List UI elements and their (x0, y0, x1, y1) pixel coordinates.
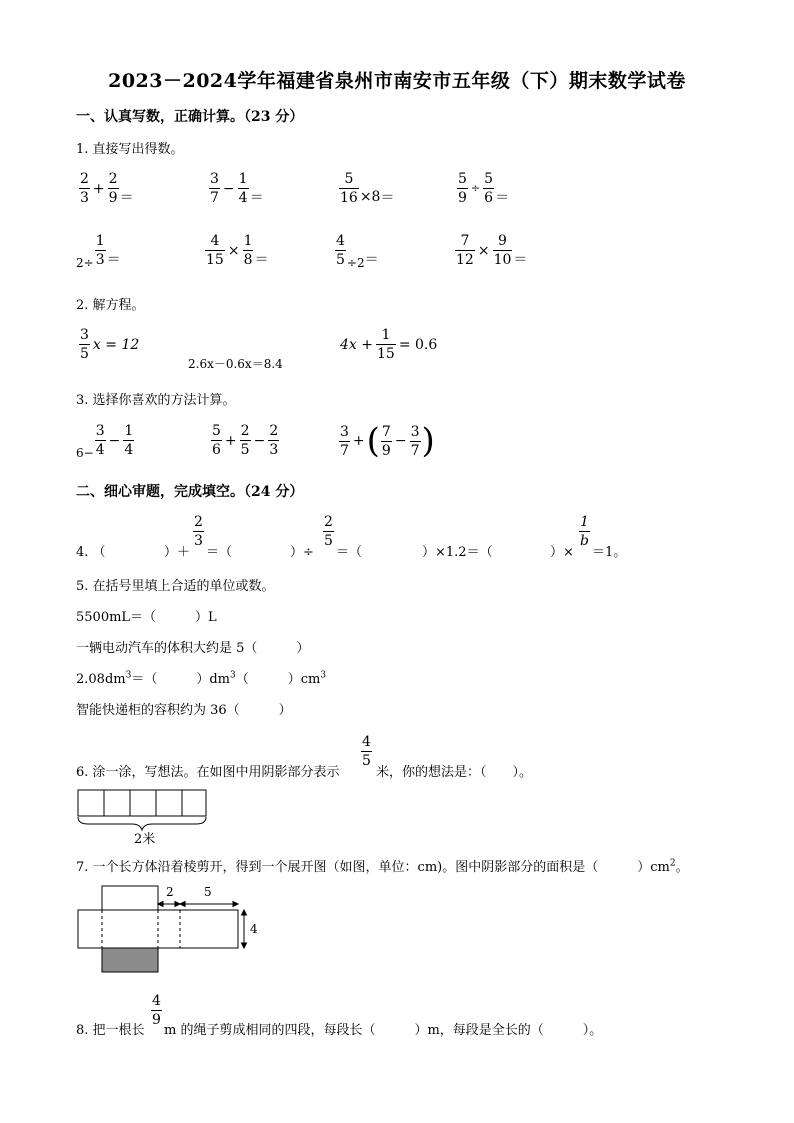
strip-cell (78, 790, 104, 816)
page-title: 2023－2024学年福建省泉州市南安市五年级（下）期末数学试卷 (108, 70, 686, 92)
brace (78, 817, 206, 830)
fraction: $\frac{3}{5}$ (80, 327, 89, 362)
q4-part-g: ）× (550, 545, 574, 560)
q1-r2-item1: 2÷ $\frac{1}{3}$ ＝ (76, 233, 121, 270)
net-dimension-arrows (158, 902, 247, 949)
net-fold-lines (102, 910, 180, 948)
q4-part-h: ＝1。 (592, 545, 627, 560)
q3-expr-1: 6− $\frac{3}{4}$ − $\frac{1}{4}$ (76, 423, 134, 460)
fraction: $\frac{3}{7}$ (340, 423, 349, 459)
q5-line-4: 智能快递柜的容积约为 36（ ） (76, 703, 292, 718)
fraction: $\frac{3}{7}$ (210, 171, 219, 206)
q2-equation-1: $\frac{3}{5}$ x = 12 (80, 327, 140, 362)
q3-expr-3: $\frac{3}{7}$ + ( $\frac{7}{9}$ − $\frac{3}{7}$ ) (340, 421, 435, 461)
q1-r1-item2: $\frac{3}{7}$ − $\frac{1}{4}$ ＝ (210, 171, 264, 206)
q4-fraction-2: $\frac{2}{5}$ (324, 514, 333, 549)
strip-cell (156, 790, 182, 816)
q4-part-f: ）×1.2＝（ (422, 545, 493, 560)
dim-label-4: 4 (250, 922, 258, 936)
q4-part-e: ＝（ (336, 545, 363, 560)
q8-text-pre: 8. 把一根长 (76, 1023, 145, 1038)
strip-cell (104, 790, 130, 816)
fraction: $\frac{1}{4}$ (124, 423, 134, 458)
fraction: $\frac{4}{15}$ (206, 233, 224, 268)
fraction: $\frac{1}{8}$ (243, 233, 253, 268)
fraction: $\frac{7}{9}$ (381, 423, 391, 459)
q3-label: 3. 选择你喜欢的方法计算。 (76, 393, 236, 408)
fraction: $\frac{3}{7}$ (410, 423, 420, 459)
net-top-face (102, 886, 158, 910)
brace-label: 2米 (134, 832, 156, 846)
section-2-heading: 二、细心审题，完成填空。（24 分） (76, 484, 304, 500)
q3-expr-2: $\frac{5}{6}$ + $\frac{2}{5}$ − $\frac{2}{3}$ (212, 423, 279, 458)
fraction: $\frac{5}{9}$ (458, 171, 467, 206)
fraction: $\frac{3}{4}$ (95, 423, 105, 458)
right-paren: ) (421, 421, 435, 461)
q8-text-post: m 的绳子剪成相同的四段，每段长（ ）m，每段是全长的（ ）。 (164, 1023, 603, 1038)
fraction: $\frac{2}{3}$ (269, 423, 279, 458)
q8-fraction: $\frac{4}{9}$ (152, 993, 161, 1028)
q1-r1-item1: $\frac{2}{3}$ + $\frac{2}{9}$ ＝ (80, 171, 134, 206)
q5-line-1: 5500mL＝（ ）L (76, 610, 217, 625)
dim-label-5: 5 (204, 885, 212, 899)
fraction: $\frac{1}{4}$ (238, 171, 248, 206)
q2-equation-3: 4x + $\frac{1}{15}$ = 0.6 (340, 327, 438, 362)
q7-text: 7. 一个长方体沿着棱剪开，得到一个展开图（如图，单位：cm)。图中阴影部分的面积是（ ）$cm^2$。 (76, 858, 689, 875)
left-paren: ( (366, 421, 380, 461)
fraction: $\frac{5}{6}$ (484, 171, 494, 206)
q2-label: 2. 解方程。 (76, 298, 145, 313)
q4-part-b: ）＋ (164, 545, 191, 560)
q4-part-a: 4. （ (76, 545, 106, 560)
net-shaded-face (102, 948, 158, 972)
q1-r1-item3: $\frac{5}{16}$ ×8 ＝ (340, 171, 395, 206)
strip-cells (78, 790, 206, 816)
q4-part-d: ）÷ (290, 545, 314, 560)
q1-label: 1. 直接写出得数。 (76, 142, 184, 157)
q5-line-3: $2.08dm^3=$（ ）$dm^3$（ ）$cm^3$ (76, 670, 327, 687)
q1-r2-item4: $\frac{7}{12}$ × $\frac{9}{10}$ ＝ (456, 233, 528, 268)
q4-fraction-1: $\frac{2}{3}$ (194, 514, 203, 549)
q1-r2-item2: $\frac{4}{15}$ × $\frac{1}{8}$ ＝ (206, 233, 269, 268)
fraction: $\frac{7}{12}$ (456, 233, 474, 268)
q6-strip-diagram (74, 786, 214, 846)
fraction: $\frac{1}{3}$ (95, 233, 105, 268)
fraction: $\frac{2}{9}$ (108, 171, 118, 206)
q6-fraction: $\frac{4}{5}$ (362, 734, 371, 769)
q4-part-c: ＝（ (206, 545, 233, 560)
q5-line-2: 一辆电动汽车的体积大约是 5（ ） (76, 641, 310, 656)
strip-cell (182, 790, 206, 816)
q7-net-diagram (74, 882, 264, 978)
fraction: $\frac{5}{6}$ (212, 423, 221, 458)
q6-text-post: 米，你的想法是：（ ）。 (376, 765, 533, 780)
fraction: $\frac{5}{16}$ (340, 171, 358, 206)
q6-text-pre: 6. 涂一涂，写想法。在如图中用阴影部分表示 (76, 765, 340, 780)
fraction: $\frac{1}{15}$ (376, 327, 395, 362)
fraction: $\frac{2}{5}$ (240, 423, 250, 458)
q1-r1-item4: $\frac{5}{9}$ ÷ $\frac{5}{6}$ ＝ (458, 171, 510, 206)
q5-label: 5. 在括号里填上合适的单位或数。 (76, 579, 275, 594)
section-1-heading: 一、认真写数，正确计算。（23 分） (76, 109, 304, 125)
q1-r2-item3: $\frac{4}{5}$ ÷2 ＝ (336, 233, 379, 270)
dim-label-2: 2 (166, 885, 174, 899)
fraction: $\frac{2}{3}$ (80, 171, 89, 206)
q4-fraction-3: $\frac{1}{b}$ (580, 514, 589, 549)
fraction: $\frac{4}{5}$ (336, 233, 345, 268)
q2-equation-2: 2.6x－0.6x＝8.4 (188, 357, 283, 371)
fraction: $\frac{9}{10}$ (493, 233, 512, 268)
strip-cell (130, 790, 156, 816)
